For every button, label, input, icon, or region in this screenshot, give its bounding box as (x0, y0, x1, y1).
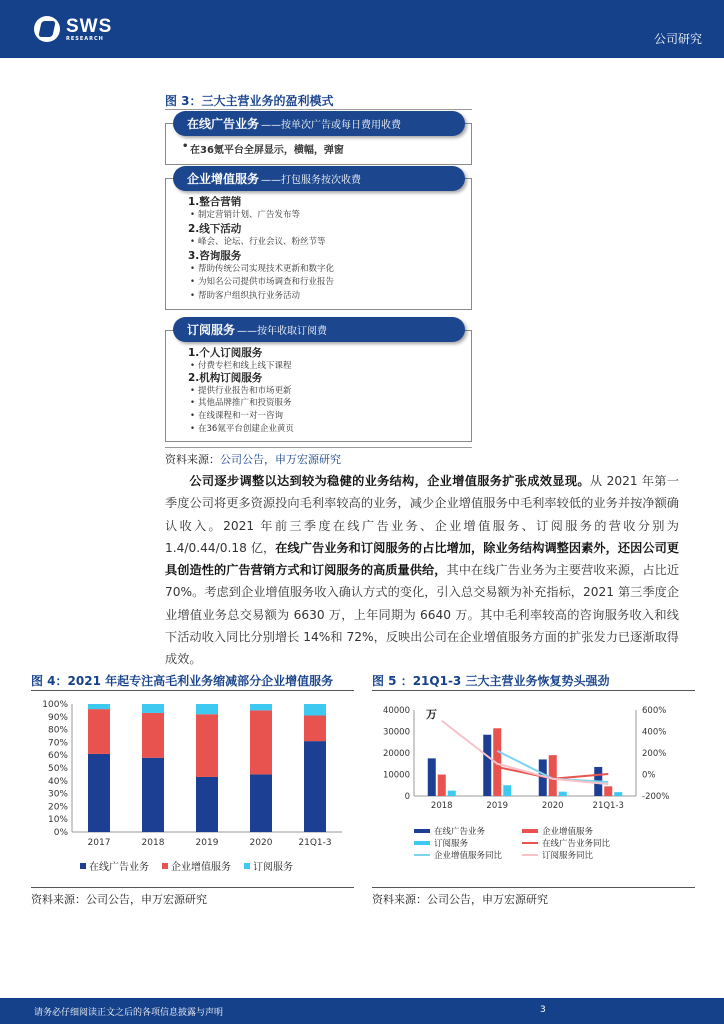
bar-segment (88, 754, 110, 832)
pill-title: 企业增值服务 (187, 172, 260, 186)
fig5-rule (372, 690, 695, 691)
y-tick-label: 50% (47, 764, 68, 774)
pill-title: 在线广告业务 (187, 117, 260, 131)
body-paragraph (165, 470, 679, 671)
y-right-tick-label: 600% (642, 706, 667, 716)
bar (614, 792, 622, 796)
fig3-bottom-rule (165, 447, 472, 448)
bar-segment (142, 713, 164, 758)
x-tick-label: 2019 (486, 801, 509, 811)
bar (448, 791, 456, 796)
y-left-tick-label: 10000 (382, 770, 410, 781)
fig5-title: 图 5 ：21Q1-3 三大主营业务恢复势头强劲 (372, 674, 610, 688)
page-header (0, 0, 724, 58)
fig3-pill-sub (173, 317, 465, 342)
legend-swatch (162, 863, 168, 869)
fig3-sub-content (188, 347, 294, 435)
logo-sub: RESEARCH (66, 35, 104, 42)
y-tick-label: 40% (47, 776, 68, 787)
logo-text: SWS (66, 15, 113, 37)
bar (428, 758, 436, 796)
pill-title: 订阅服务 (187, 323, 236, 337)
disclaimer: 请务必仔细阅读正文之后的各项信息披露与声明 (34, 1008, 224, 1018)
y-tick-label: 20% (47, 802, 68, 813)
fig3-source (165, 451, 341, 467)
bullet: • 制定营销计划、广告发布等 (188, 209, 334, 222)
x-tick-label: 2018 (430, 801, 453, 811)
heading: 1.整合营销 (188, 196, 242, 208)
heading: 1.个人订阅服务 (188, 347, 263, 359)
bar-segment (250, 710, 272, 774)
bar-segment (196, 777, 218, 832)
y-right-tick-label: 400% (642, 727, 667, 738)
fig4-title: 图 4：2021 年起专注高毛利业务缩减部分企业增值服务 (31, 674, 334, 688)
y-tick-label: 60% (47, 751, 68, 762)
page-footer (0, 998, 724, 1024)
legend-swatch (414, 829, 430, 833)
y-left-tick-label: 30000 (382, 727, 410, 738)
pill-desc: ——按单次广告或每日费用收费 (261, 120, 402, 131)
bar-segment (304, 741, 326, 832)
bar-segment (304, 716, 326, 742)
y-tick-label: 10% (47, 815, 68, 826)
legend-swatch (522, 829, 538, 833)
heading: 3.咨询服务 (188, 249, 242, 262)
fig4-chart (28, 694, 358, 889)
legend-label: 在线广告业务 (434, 827, 486, 837)
x-tick-label: 2020 (249, 838, 273, 848)
bar-segment (88, 709, 110, 754)
bullet: • 帮助客户组织执行业务活动 (188, 290, 334, 303)
bar-segment (196, 704, 218, 714)
y-tick-label: 80% (47, 725, 68, 736)
bullet: • 在36氪平台创建企业黄页 (188, 423, 294, 436)
fig3-title: 图 3：三大主营业务的盈利模式 (165, 94, 334, 108)
fig3-ads-content (180, 141, 344, 156)
bold-span: 在线广告业务和订阅服务的占比增加，除业务结构调整因素外，还因公司更具创造性的广告营销方式和订阅服务的高质量供给， (165, 540, 679, 578)
source-label: 资料来源： (165, 453, 220, 466)
y-tick-label: 30% (47, 789, 68, 800)
fig3-vas-content (188, 196, 334, 303)
fig4-rule (31, 690, 354, 691)
y-tick-label: 90% (47, 712, 68, 723)
y-right-tick-label: 200% (642, 749, 667, 759)
fig3-rule (165, 109, 472, 110)
y-left-tick-label: 0 (404, 792, 410, 802)
fig3-pill-vas (173, 166, 465, 191)
body-span: 从 2021 年第一季度公司将更多资源投向毛利率较高的业务，减少企业增值服务中毛利率较低的业务并按净额确认收入。2021 年前三季度在线广告业务、企业增值服务、订阅服务的营收分别为 1.4/0.44/0.18 亿， (165, 474, 680, 555)
bullet: • 其他品牌推广和投资服务 (188, 397, 294, 410)
x-tick-label: 2020 (541, 801, 564, 811)
bar (604, 786, 612, 796)
bar (438, 775, 446, 797)
bar-segment (196, 714, 218, 777)
legend-label: 在线广告业务同比 (542, 839, 611, 849)
bar-segment (304, 704, 326, 716)
source-value: 公司公告，申万宏源研究 (220, 453, 341, 466)
bullet: • 峰会、论坛、行业会议、粉丝节等 (188, 236, 334, 249)
y-tick-label: 0% (53, 828, 68, 838)
heading: 2.机构订阅服务 (188, 372, 263, 385)
bar-segment (88, 704, 110, 709)
bullet: • 在36氪平台全屏显示，横幅，弹窗 (180, 141, 344, 156)
x-tick-label: 2018 (141, 838, 165, 848)
body-span: 其中在线广告业务为主要营收来源，占比近 70%。考虑到企业增值服务收入确认方式的变化，引入总交易额为补充指标，2021 第三季度企业增值业务总交易额为 6630 万，上年同期为 6640 万。其中毛利率较高的咨询服务收入和线下活动收入同比分别增长 14%和 72%，反映出公司在企业增值服务方面的扩张发力已逐渐取得成效。 (165, 563, 680, 667)
section-label: 公司研究 (653, 32, 702, 46)
bar-segment (250, 704, 272, 710)
x-tick-label: 21Q1-3 (298, 838, 332, 848)
line-series (442, 721, 609, 784)
legend-swatch (80, 863, 86, 869)
bar-segment (142, 704, 164, 713)
legend-label: 企业增值服务 (171, 862, 231, 873)
bar (503, 785, 511, 796)
bullet: • 在线课程和一对一咨询 (188, 410, 294, 423)
bullet: • 付费专栏和线上线下课程 (188, 360, 294, 373)
logo-mark-icon (34, 16, 60, 42)
fig5-chart (368, 694, 698, 889)
legend-label: 订阅服务 (253, 862, 293, 873)
legend-label: 订阅服务同比 (542, 851, 594, 861)
legend-label: 企业增值服务同比 (434, 851, 503, 861)
fig3-pill-ads (173, 111, 465, 136)
bar (483, 735, 491, 796)
bullet: • 提供行业报告和市场更新 (188, 385, 294, 398)
legend-swatch (414, 841, 430, 845)
legend-label: 在线广告业务 (89, 862, 149, 873)
bar (549, 755, 557, 796)
fig5-source: 资料来源：公司公告，申万宏源研究 (372, 893, 548, 906)
legend-label: 企业增值服务 (542, 827, 594, 837)
x-tick-label: 2019 (195, 838, 219, 848)
legend-label: 订阅服务 (434, 839, 469, 849)
y-tick-label: 70% (47, 738, 68, 749)
heading: 2.线下活动 (188, 222, 242, 235)
x-tick-label: 21Q1-3 (592, 801, 624, 811)
x-tick-label: 2017 (87, 838, 111, 848)
bar-segment (250, 774, 272, 832)
y-left-tick-label: 40000 (382, 706, 410, 716)
lead-sentence: 公司逐步调整以达到较为稳健的业务结构，企业增值服务扩张成效显现。 (189, 474, 590, 488)
fig5-bottom-rule (372, 887, 695, 888)
bullet: • 帮助传统公司实现技术更新和数字化 (188, 263, 334, 276)
unit-label: 万 (426, 708, 437, 721)
sws-logo (34, 12, 112, 46)
fig4-bottom-rule (31, 887, 354, 888)
bar (559, 792, 567, 796)
legend-swatch (244, 863, 250, 869)
page-number: 3 (540, 1005, 546, 1015)
bar-segment (142, 758, 164, 832)
y-tick-label: 100% (42, 700, 68, 710)
y-right-tick-label: 0% (642, 770, 656, 781)
bullet: • 为知名公司提供市场调查和行业报告 (188, 276, 334, 289)
fig4-source: 资料来源：公司公告，申万宏源研究 (31, 893, 207, 906)
y-left-tick-label: 20000 (382, 749, 410, 759)
y-right-tick-label: -200% (642, 792, 670, 802)
pill-desc: ——按年收取订阅费 (237, 326, 328, 337)
pill-desc: ——打包服务按次收费 (261, 175, 362, 186)
